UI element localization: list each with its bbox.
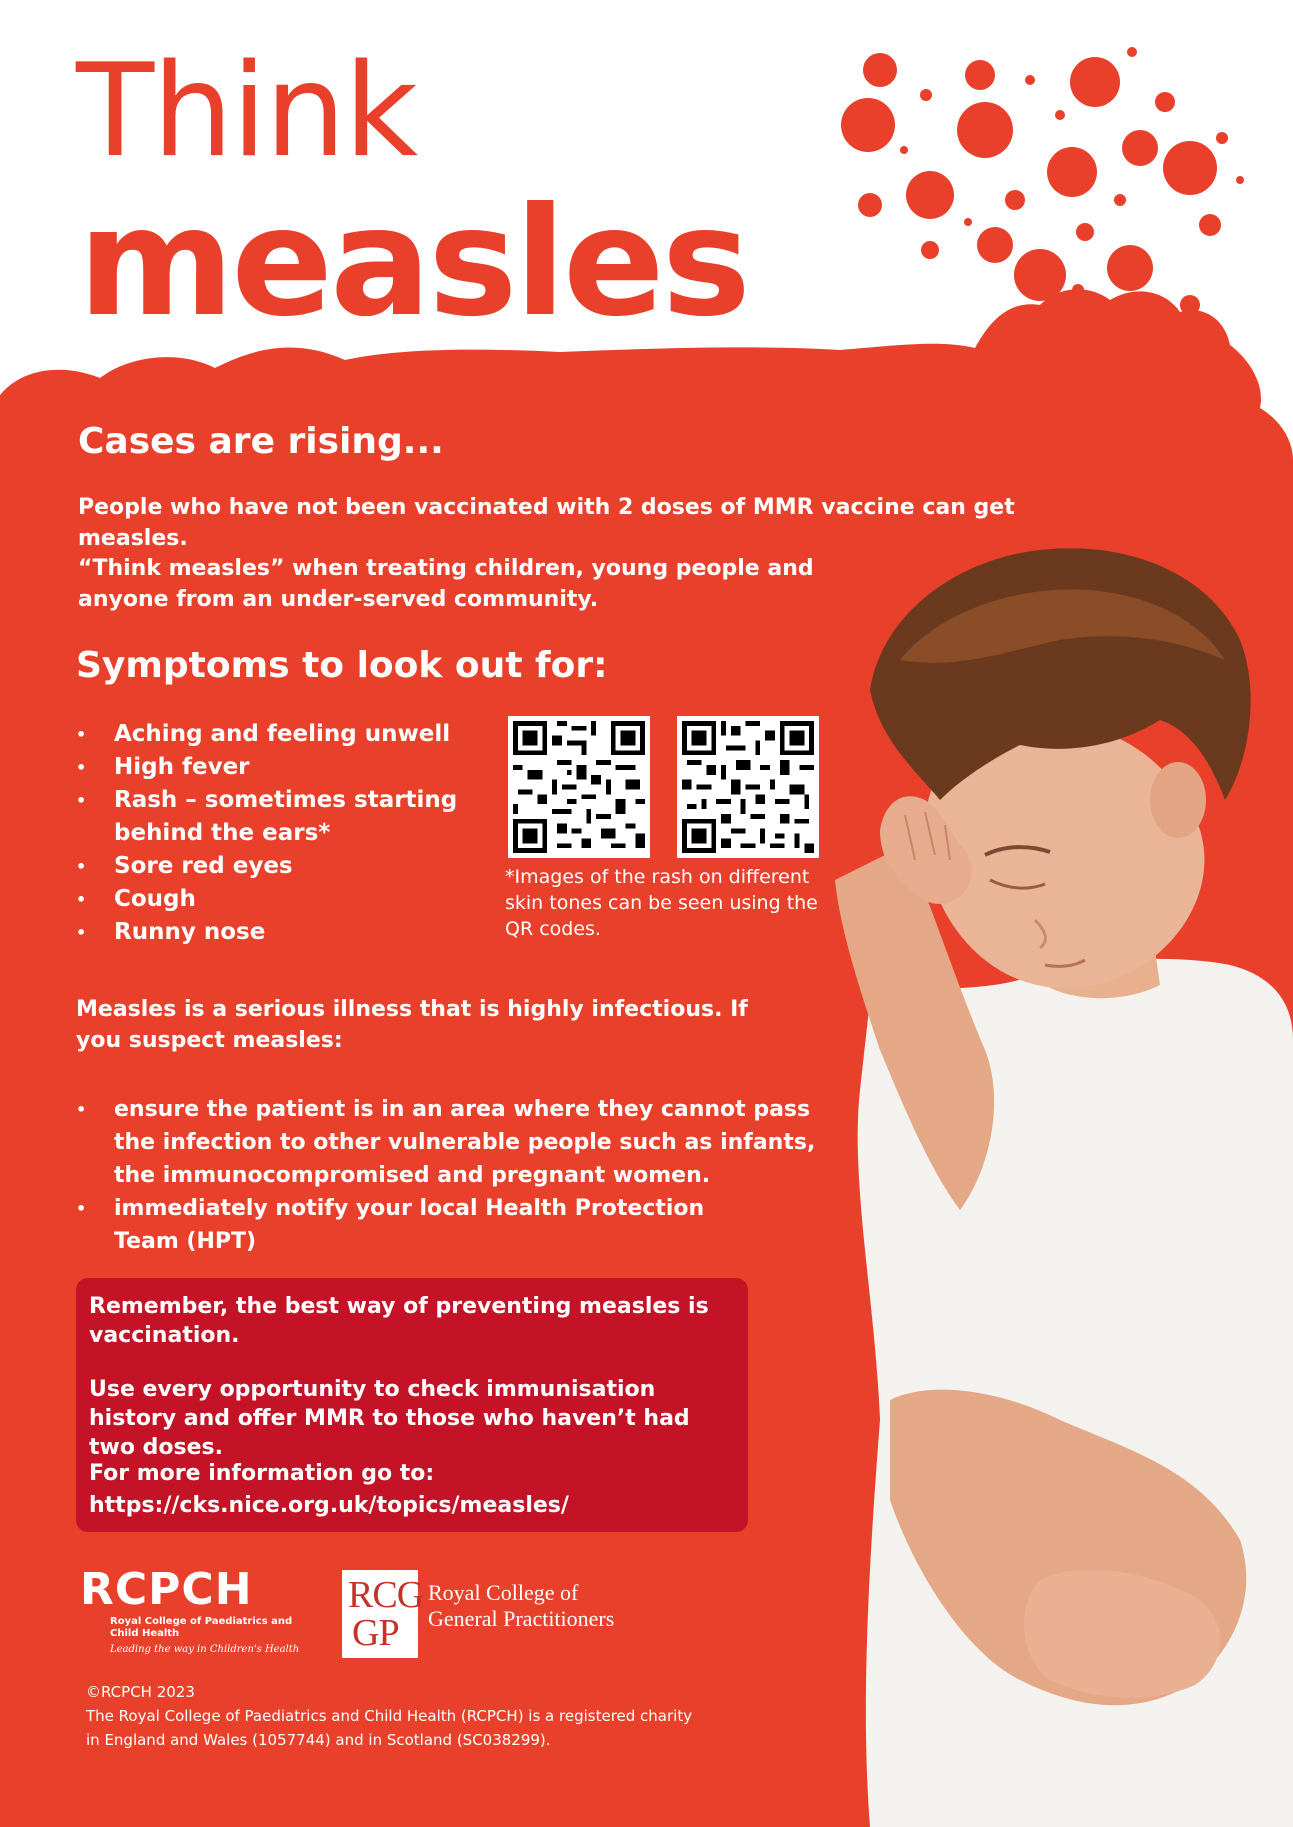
action-item: • ensure the patient is in an area where they cannot pass the infection to other vulnerable people such as infants, the immunocompromised and pregnant women.: [76, 1093, 836, 1192]
callout-check-history: Use every opportunity to check immunisation history and offer MMR to those who haven’t had two doses.: [89, 1377, 690, 1460]
charity-registration: The Royal College of Paediatrics and Child Health (RCPCH) is a registered charity in England and Wales (1057744) and in Scotland (SC038299).: [86, 1707, 693, 1749]
rcgp-full-name: Royal College of General Practitioners: [428, 1580, 615, 1631]
think-measles-guidance: “Think measles” when treating children, young people and anyone from an under-served community.: [78, 556, 814, 612]
symptom-item: • Runny nose: [76, 916, 476, 949]
rcpch-tagline: Leading the way in Children's Health: [110, 1644, 300, 1655]
callout-remember: Remember, the best way of preventing measles is vaccination.: [89, 1294, 709, 1348]
rcpch-full-name: Royal College of Paediatrics and Child Health: [110, 1616, 293, 1639]
rcpch-logo: [80, 1564, 300, 1660]
symptoms-heading: Symptoms to look out for:: [76, 645, 608, 686]
qr-code-rash-images-2[interactable]: [677, 716, 819, 858]
copyright: ©RCPCH 2023: [86, 1683, 195, 1701]
rcpch-wordmark: RCPCH: [80, 1564, 253, 1615]
symptom-item: • Sore red eyes: [76, 850, 476, 883]
rcgp-mark-bottom: GP: [352, 1612, 399, 1654]
vaccination-statement: People who have not been vaccinated with 2 doses of MMR vaccine can get measles.: [78, 495, 1015, 551]
headline-measles: measles: [78, 176, 748, 350]
nice-cks-link[interactable]: https://cks.nice.org.uk/topics/measles/: [89, 1493, 569, 1518]
symptom-item: • Cough: [76, 883, 476, 916]
symptom-item: • Rash – sometimes starting behind the ears*: [76, 784, 476, 850]
qr-codes-footnote: *Images of the rash on different skin tones can be seen using the QR codes.: [505, 866, 818, 940]
rcgp-logo: [342, 1570, 642, 1660]
symptoms-list: [76, 718, 476, 949]
vaccination-callout: [76, 1278, 748, 1532]
qr-code-rash-images-1[interactable]: [508, 716, 650, 858]
callout-more-info-label: For more information go to:: [89, 1461, 435, 1486]
symptom-item: • High fever: [76, 751, 476, 784]
suspect-actions-list: [76, 1093, 836, 1258]
headline-think: Think: [76, 37, 417, 186]
rcgp-mark: [342, 1570, 424, 1658]
rcgp-mark-top: RCG: [348, 1574, 424, 1616]
cases-rising-heading: Cases are rising...: [78, 421, 444, 462]
action-item: • immediately notify your local Health Protection Team (HPT): [76, 1192, 714, 1258]
symptom-item: • Aching and feeling unwell: [76, 718, 476, 751]
serious-illness-lead: Measles is a serious illness that is highly infectious. If you suspect measles:: [76, 997, 748, 1053]
